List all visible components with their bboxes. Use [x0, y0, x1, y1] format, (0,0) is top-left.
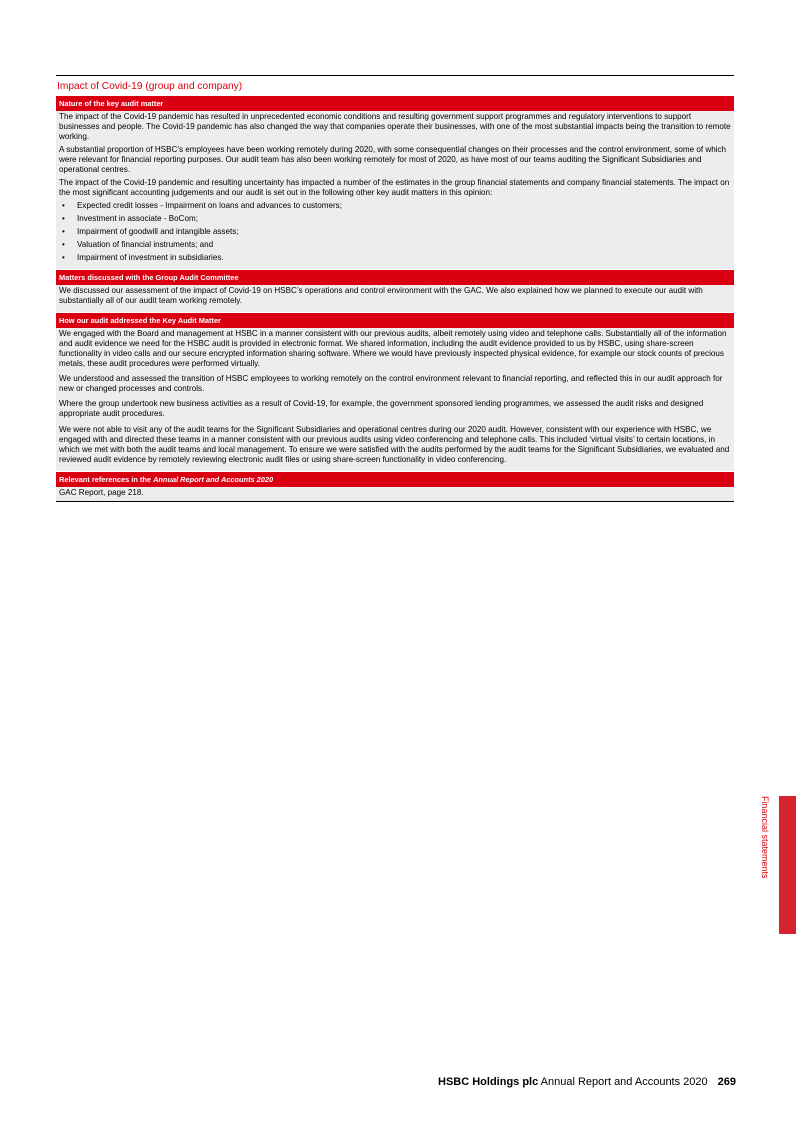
how-paragraph: We engaged with the Board and management at HSBC in a manner consistent with our previous audits, albeit remotely using video and telephone calls. Substantially all of the information and audit evidence we need for the HSBC audit is provided in electronic format. We shared information, including the audit evidence provided to us by HSBC, using share-screen functionality in video calls and our secure encrypted information sharing software. Where we would have previously inspected physical evidence, for example our stock counts of precious metals, these audit procedures were performed virtually.: [59, 328, 727, 369]
key-audit-matter-table: [56, 75, 734, 502]
list-item: • Expected credit losses - Impairment on loans and advances to customers;: [59, 201, 731, 211]
nature-paragraph: The impact of the Covid-19 pandemic and resulting uncertainty has impacted a number of the estimates in the group financial statements and company financial statements. The impact on the most significant accounting judgements and our audit is set out in the following other key audit matters in this opinion:: [59, 177, 730, 197]
matters-paragraph: We discussed our assessment of the impact of Covid-19 on HSBC’s operations and control environment with the GAC. We also explained how we planned to execute our audit with substantially all of our audit team working remotely.: [59, 286, 703, 306]
how-paragraph: We understood and assessed the transition of HSBC employees to working remotely on the control environment relevant to financial reporting, and reflected this in our audit approach for new or changed processes and controls.: [59, 374, 723, 394]
how-paragraph: Where the group undertook new business activities as a result of Covid-19, for example, the government sponsored lending programmes, we assessed the audit risks and designed appropriate audit procedures.: [59, 399, 704, 419]
how-heading: How our audit addressed the Key Audit Matter: [56, 313, 734, 328]
key-audit-matters-list: [59, 201, 731, 263]
references-heading: [56, 472, 734, 487]
how-body: [56, 328, 734, 472]
list-item: • Investment in associate - BoCom;: [59, 214, 731, 224]
nature-heading: Nature of the key audit matter: [56, 96, 734, 111]
side-tab-label: Financial statements: [760, 796, 770, 879]
references-heading-title: Annual Report and Accounts 2020: [153, 474, 274, 484]
list-item: • Valuation of financial instruments; and: [59, 240, 731, 250]
list-item: • Impairment of investment in subsidiaries.: [59, 253, 731, 263]
page-number: 269: [717, 1076, 736, 1088]
page-footer: [438, 1076, 736, 1088]
nature-body: [56, 111, 734, 270]
matters-body: [56, 285, 734, 313]
nature-paragraph: A substantial proportion of HSBC’s employees have been working remotely during 2020, with some consequential changes on their processes and the control environment, some of which were relevant for financial reporting purposes. Our audit team has also been working remotely for most of 2020, as have most of our teams auditing the Significant Subsidiaries and operational centres.: [59, 144, 727, 175]
references-body: [56, 487, 734, 502]
footer-report-title: Annual Report and Accounts 2020: [538, 1076, 708, 1088]
how-paragraph: We were not able to visit any of the audit teams for the Significant Subsidiaries and operational centres during our 2020 audit. However, consistent with our experience with HSBC, we engaged with and directed these teams in a manner consistent with our previous audits using video conferencing and telephone calls. This included ‘virtual visits’ to certain locations, in which we met with both the audit teams and local management. To ensure we were satisfied with the audits performed by the audit teams for the Significant Subsidiaries, we evaluated and reviewed audit evidence by remotely reviewing electronic audit files or using share-screen functionality in video conferencing.: [59, 424, 730, 464]
matters-heading: Matters discussed with the Group Audit Committee: [56, 270, 734, 285]
list-item: • Impairment of goodwill and intangible assets;: [59, 227, 731, 237]
references-text: GAC Report, page 218.: [59, 487, 144, 497]
references-heading-prefix: Relevant references in the: [59, 474, 154, 484]
section-title: Impact of Covid-19 (group and company): [57, 81, 243, 92]
footer-company: HSBC Holdings plc: [438, 1076, 539, 1088]
side-tab-marker: [779, 796, 796, 934]
nature-paragraph: The impact of the Covid-19 pandemic has resulted in unprecedented economic conditions and resulting government support programmes and regulatory interventions to support businesses and people. The Covid-19 pandemic has also changed the way that companies operate their businesses, with one of the most substantial impacts being the transition to remote working.: [59, 112, 731, 142]
